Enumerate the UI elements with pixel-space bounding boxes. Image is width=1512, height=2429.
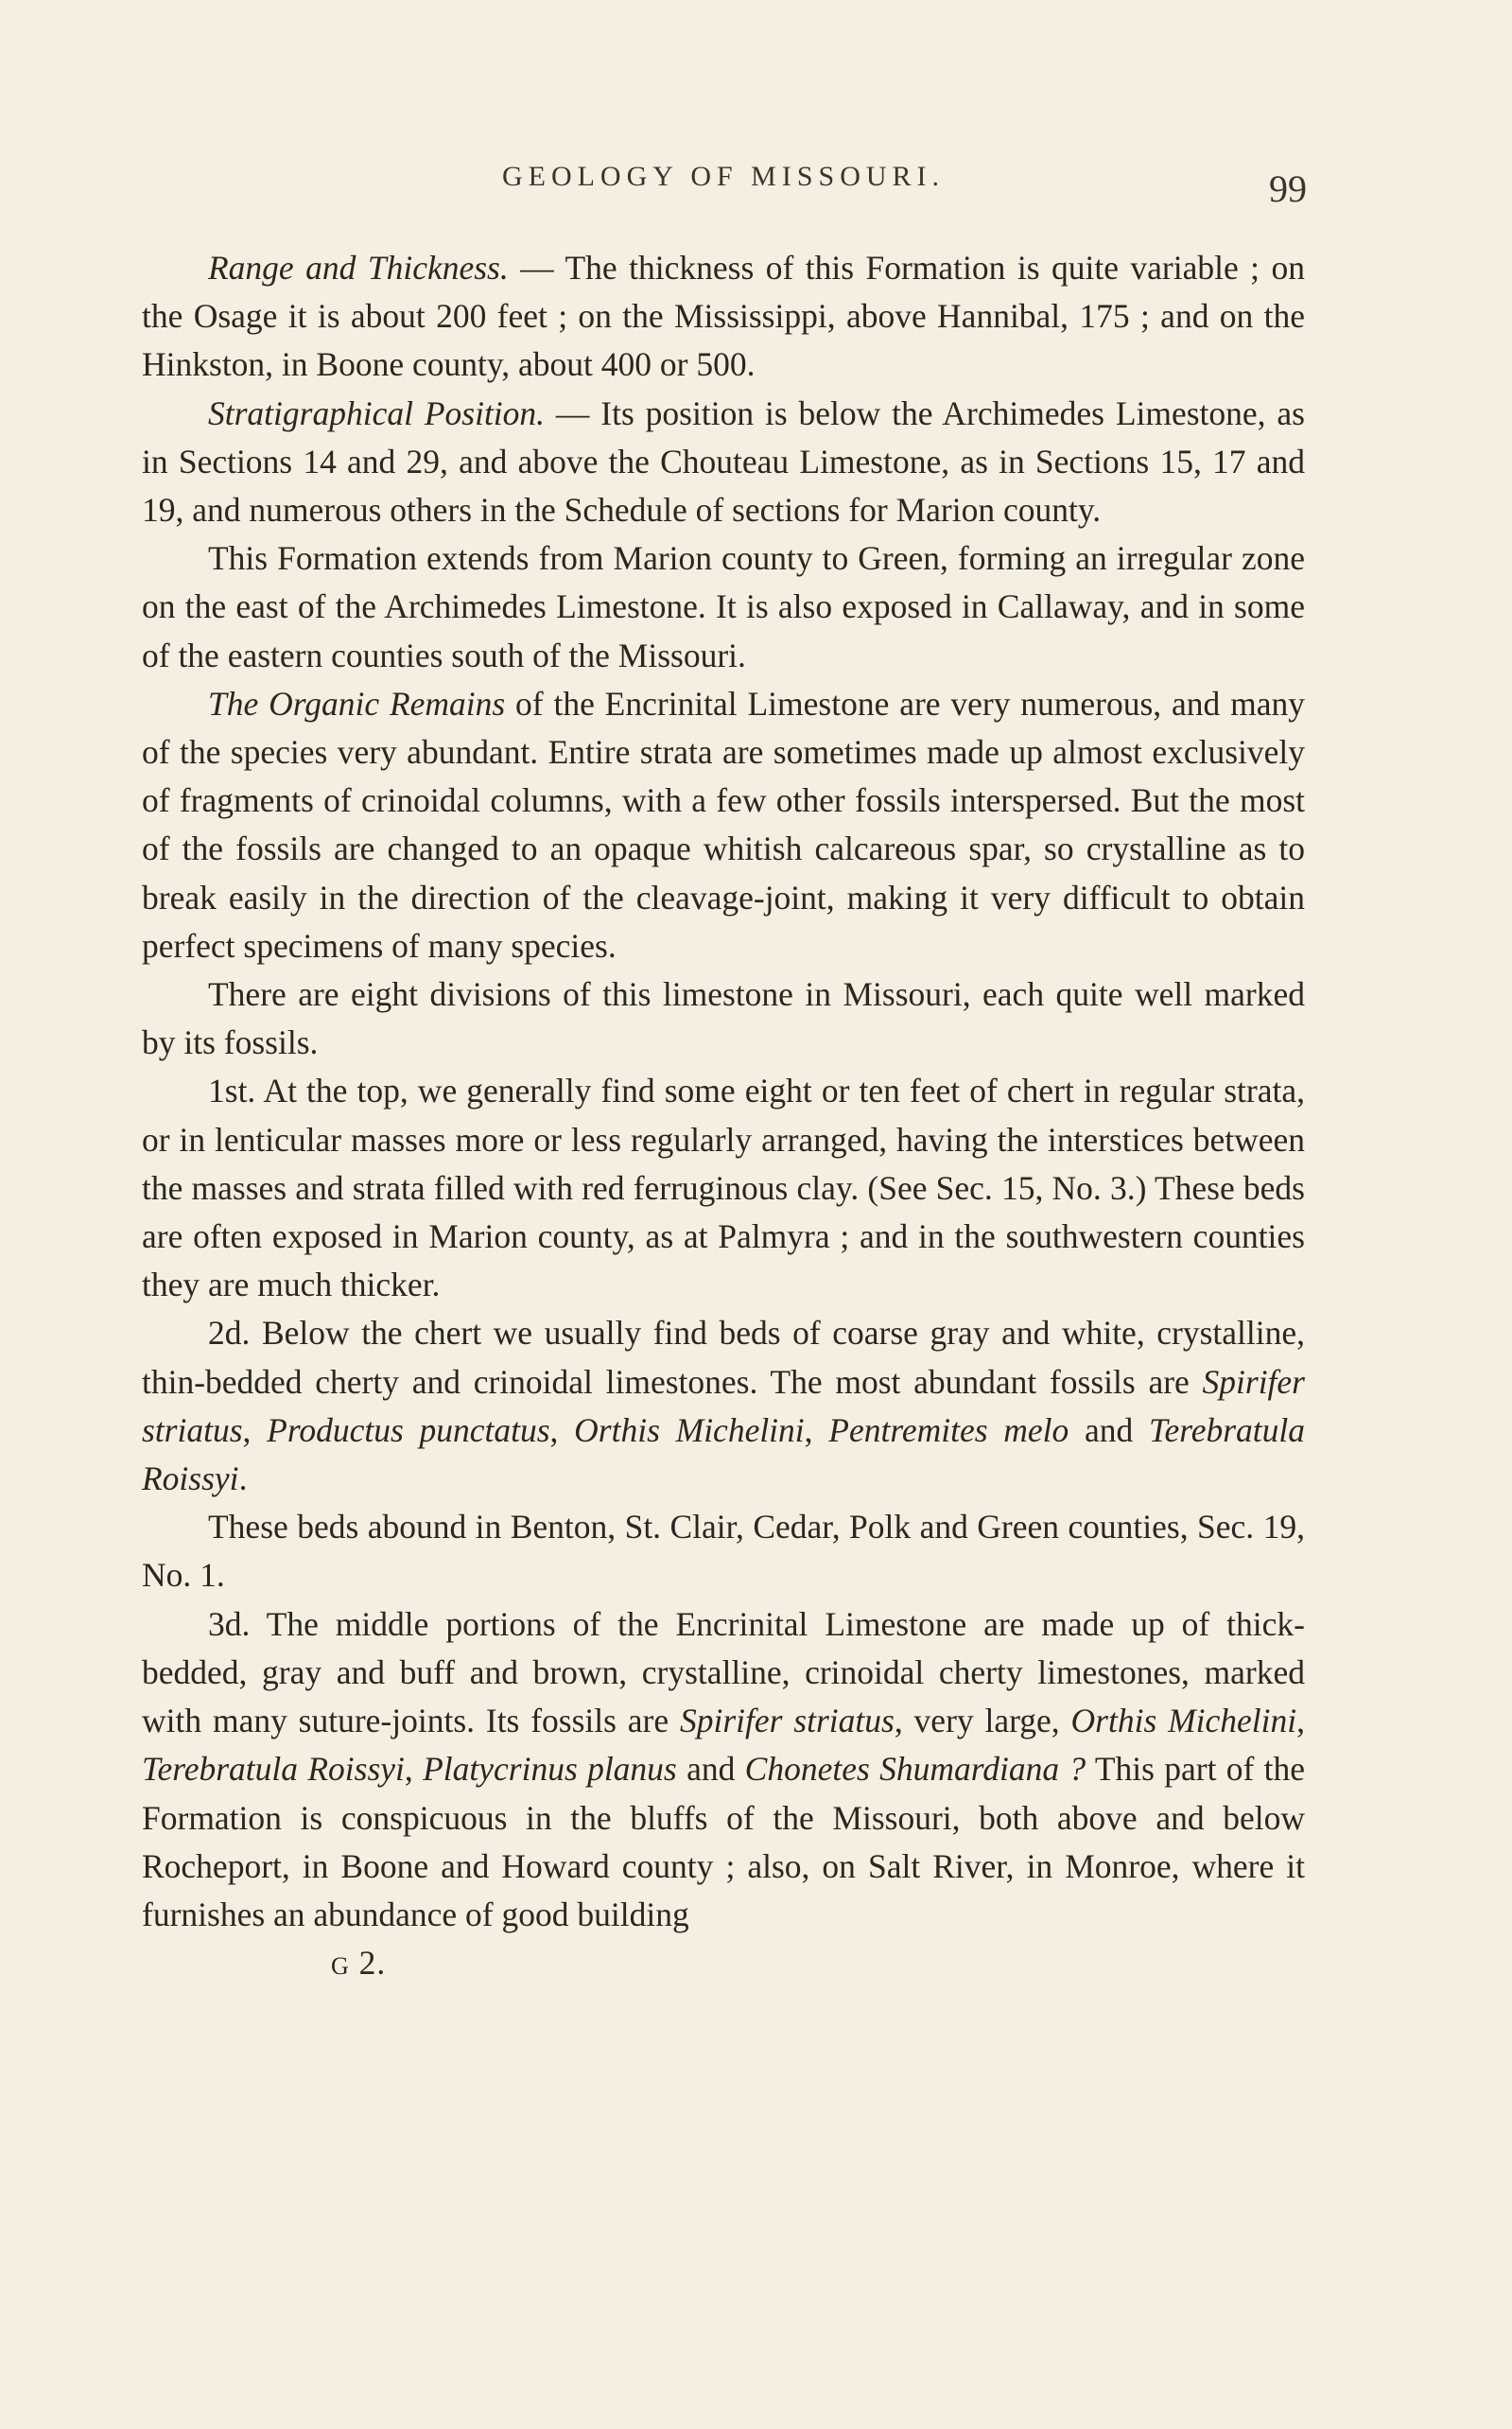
section-heading: The Organic Remains <box>208 684 506 723</box>
paragraph-extent <box>142 534 1305 680</box>
paragraph-range-thickness <box>142 244 1305 390</box>
paragraph-beds-abound <box>142 1503 1305 1599</box>
paragraph-text: and <box>1069 1410 1149 1449</box>
signature-number: 2. <box>349 1944 387 1983</box>
running-title: GEOLOGY OF MISSOURI. <box>501 161 946 192</box>
species-name: Chonetes Shumardiana ? <box>744 1750 1086 1789</box>
species-name: Spirifer striatus <box>142 1362 1305 1449</box>
section-heading: Range and Thickness. <box>208 249 509 287</box>
paragraph-text: . <box>238 1459 248 1498</box>
page-number: 99 <box>1269 167 1307 210</box>
species-name: Orthis Michelini <box>1070 1702 1297 1740</box>
paragraph-text: , <box>1296 1702 1306 1740</box>
paragraph-text: This Formation extends from Marion county to Green, forming an irregular zone on the east of the Archimedes Limestone. It is also exposed in Callaway, and in some of the eastern counties south of the Missouri. <box>142 539 1305 674</box>
signature-mark <box>142 1939 1305 1990</box>
body-text <box>142 244 1305 1990</box>
species-name: Orthis Michelini <box>574 1410 805 1449</box>
paragraph-text: , <box>804 1410 829 1449</box>
paragraph-divisions <box>142 970 1305 1067</box>
species-name: Spirifer striatus <box>679 1702 895 1740</box>
paragraph-text: of the Encrinital Limestone are very numerous, and many of the species very abundant. Entire strata are sometimes made up almost exclusively of fragments of crinoidal columns, with a few other fossils interspersed. But the most of the fossils are changed to an opaque whitish calcareous spar, so crystalline as to break easily in the direction of the cleavage-joint, making it very difficult to obtain perfect specimens of many species. <box>142 684 1305 965</box>
paragraph-text: , very large, <box>894 1702 1071 1740</box>
paragraph-text: — The thickness of this Formation is quite variable ; on the Osage it is about 200 feet ; on the Mississippi, above Hannibal, 175 ; and on the Hinkston, in Boone county, about 400 or 500. <box>142 249 1305 384</box>
species-name: Terebratula Roissyi <box>142 1750 405 1789</box>
running-head <box>142 161 1305 218</box>
paragraph-organic-remains <box>142 680 1305 970</box>
section-heading: Stratigraphical Position. <box>208 393 546 432</box>
paragraph-division-2 <box>142 1309 1305 1503</box>
paragraph-text: — Its position is below the Archimedes Limestone, as in Sections 14 and 29, and above the Chouteau Limestone, as in Sections 15, 17 and 19, and numerous others in the Schedule of sections for Marion county. <box>142 393 1305 530</box>
signature-letter: G <box>331 1952 350 1981</box>
paragraph-text: This part of the Formation is conspicuous in the bluffs of the Missouri, both above and below Rocheport, in Boone and Howard county ; also, on Salt River, in Monroe, where it furnishes an abundance of good building <box>142 1750 1306 1933</box>
paragraph-text: There are eight divisions of this limestone in Missouri, each quite well marked by its fossils. <box>142 975 1305 1062</box>
paragraph-text: 1st. At the top, we generally find some eight or ten feet of chert in regular strata, or in lenticular masses more or less regularly arranged, having the interstices between the masses and strata filled with red ferruginous clay. (See Sec. 15, No. 3.) These beds are often exposed in Marion county, as at Palmyra ; and in the southwestern counties they are much thicker. <box>142 1072 1305 1304</box>
book-page <box>142 161 1305 1990</box>
paragraph-division-3 <box>142 1600 1305 1939</box>
paragraph-text: These beds abound in Benton, St. Clair, Cedar, Polk and Green counties, Sec. 19, No. 1. <box>142 1508 1305 1595</box>
paragraph-text: , <box>549 1410 575 1449</box>
paragraph-text: , <box>242 1410 268 1449</box>
paragraph-text: and <box>676 1750 745 1789</box>
paragraph-text: , <box>404 1750 424 1789</box>
species-name: Pentremites melo <box>828 1410 1069 1449</box>
species-name: Terebratula Roissyi <box>142 1410 1306 1498</box>
species-name: Platycrinus planus <box>423 1750 677 1789</box>
paragraph-text: 2d. Below the chert we usually find beds of coarse gray and white, crystalline, thin-bedded cherty and crinoidal limestones. The most abundant fossils are <box>142 1314 1305 1401</box>
species-name: Productus punctatus <box>267 1410 550 1449</box>
paragraph-stratigraphical-position <box>142 390 1305 535</box>
paragraph-division-1 <box>142 1067 1305 1309</box>
paragraph-text: 3d. The middle portions of the Encrinital Limestone are made up of thick-bedded, gray and buff and brown, crystalline, crinoidal cherty limestones, marked with many suture-joints. Its fossils are <box>142 1604 1305 1740</box>
